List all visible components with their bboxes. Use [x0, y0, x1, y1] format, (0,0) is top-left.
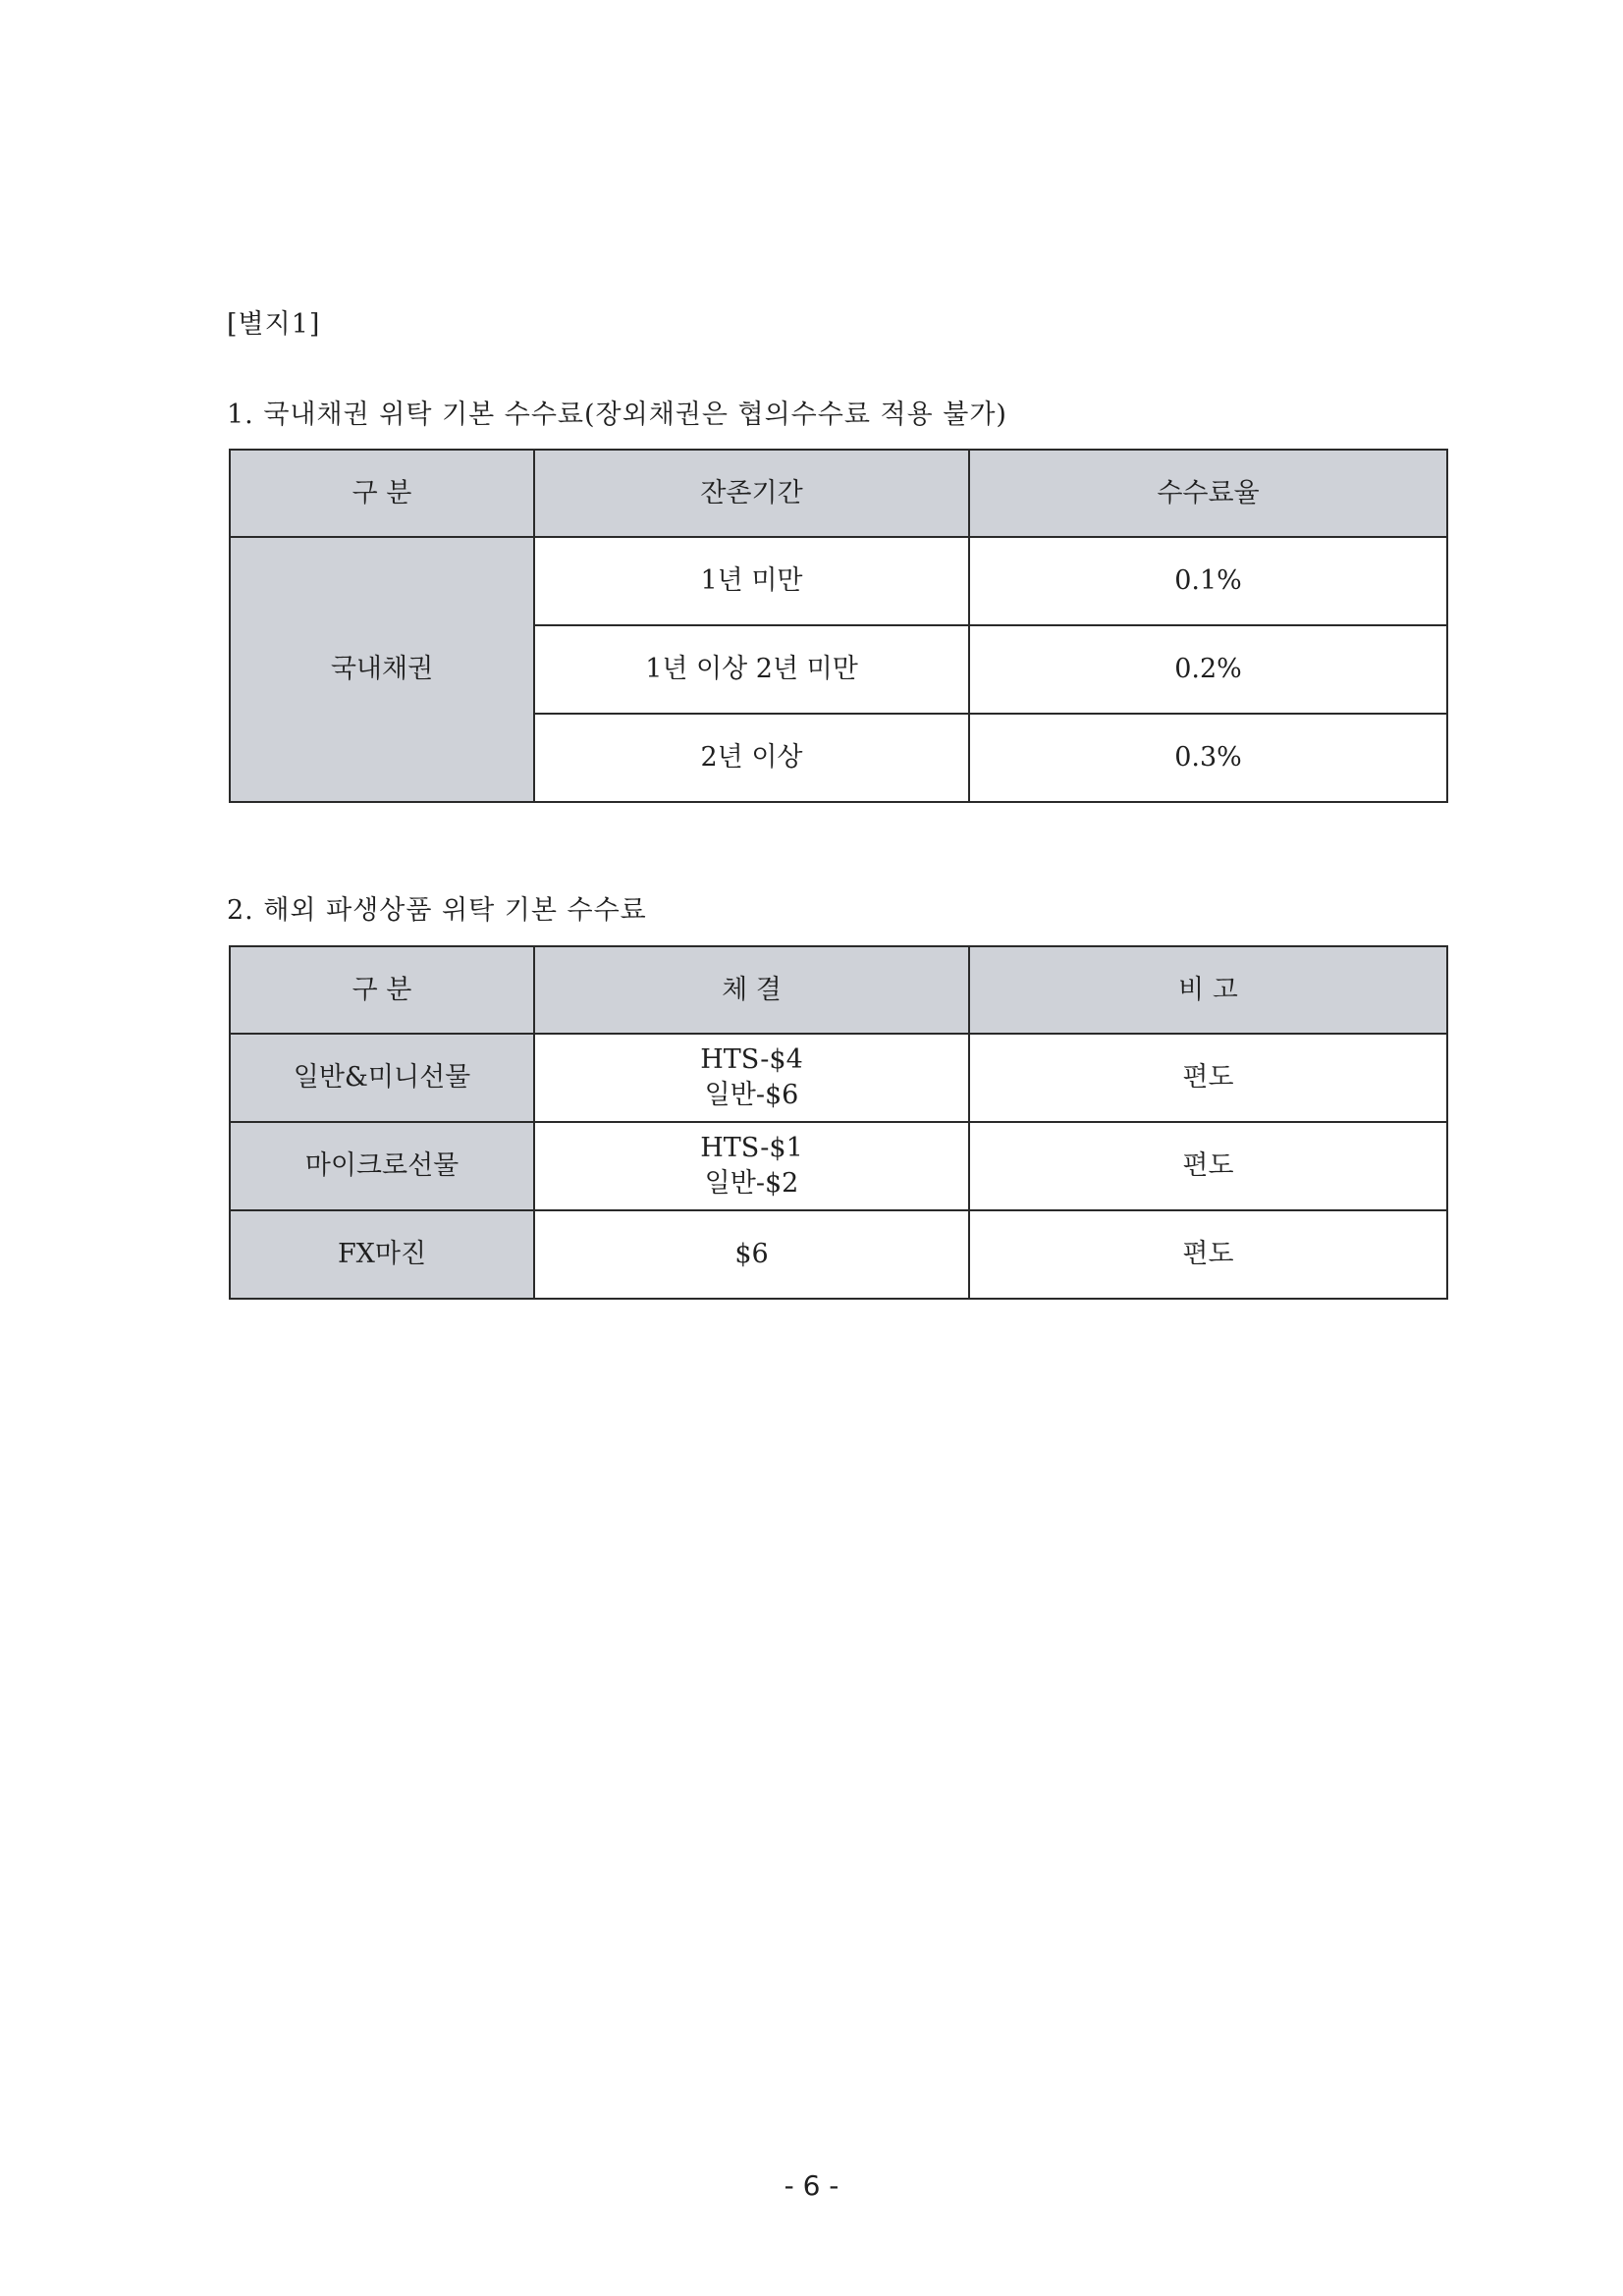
- category-cell: 마이크로선물: [230, 1122, 534, 1210]
- period-cell: 2년 이상: [534, 714, 969, 802]
- overseas-derivatives-fee-table: [229, 945, 1448, 1300]
- rate-cell: 0.3%: [969, 714, 1447, 802]
- note-cell: 편도: [969, 1034, 1447, 1122]
- rate-cell: 0.1%: [969, 537, 1447, 625]
- header-note: 비 고: [969, 946, 1447, 1034]
- fee-cell: $6: [534, 1210, 969, 1299]
- fee-cell: [534, 1034, 969, 1122]
- note-cell: 편도: [969, 1122, 1447, 1210]
- note-cell: 편도: [969, 1210, 1447, 1299]
- rate-cell: 0.2%: [969, 625, 1447, 714]
- table-row: [230, 1034, 1447, 1122]
- table-header-row: [230, 946, 1447, 1034]
- fee-cell: [534, 1122, 969, 1210]
- header-fee-rate: 수수료율: [969, 450, 1447, 537]
- fee-line: HTS-$4: [700, 1044, 803, 1075]
- category-cell: 국내채권: [230, 537, 534, 802]
- section1-heading: 1. 국내채권 위탁 기본 수수료(장외채권은 협의수수료 적용 불가): [227, 400, 1007, 430]
- fee-line: 일반-$6: [704, 1080, 799, 1110]
- period-cell: 1년 미만: [534, 537, 969, 625]
- table-row: [230, 1122, 1447, 1210]
- annex-label: [별지1]: [227, 309, 321, 340]
- section2-heading: 2. 해외 파생상품 위탁 기본 수수료: [227, 895, 647, 926]
- header-category: 구 분: [230, 946, 534, 1034]
- table-header-row: [230, 450, 1447, 537]
- category-cell: 일반&미니선물: [230, 1034, 534, 1122]
- page-number: - 6 -: [784, 2169, 839, 2202]
- header-category: 구 분: [230, 450, 534, 537]
- fee-line: HTS-$1: [700, 1133, 803, 1163]
- category-cell: FX마진: [230, 1210, 534, 1299]
- table-row: [230, 1210, 1447, 1299]
- domestic-bond-fee-table: [229, 449, 1448, 803]
- header-remaining-period: 잔존기간: [534, 450, 969, 537]
- header-execution: 체 결: [534, 946, 969, 1034]
- period-cell: 1년 이상 2년 미만: [534, 625, 969, 714]
- fee-line: 일반-$2: [704, 1168, 799, 1199]
- table-row: [230, 537, 1447, 625]
